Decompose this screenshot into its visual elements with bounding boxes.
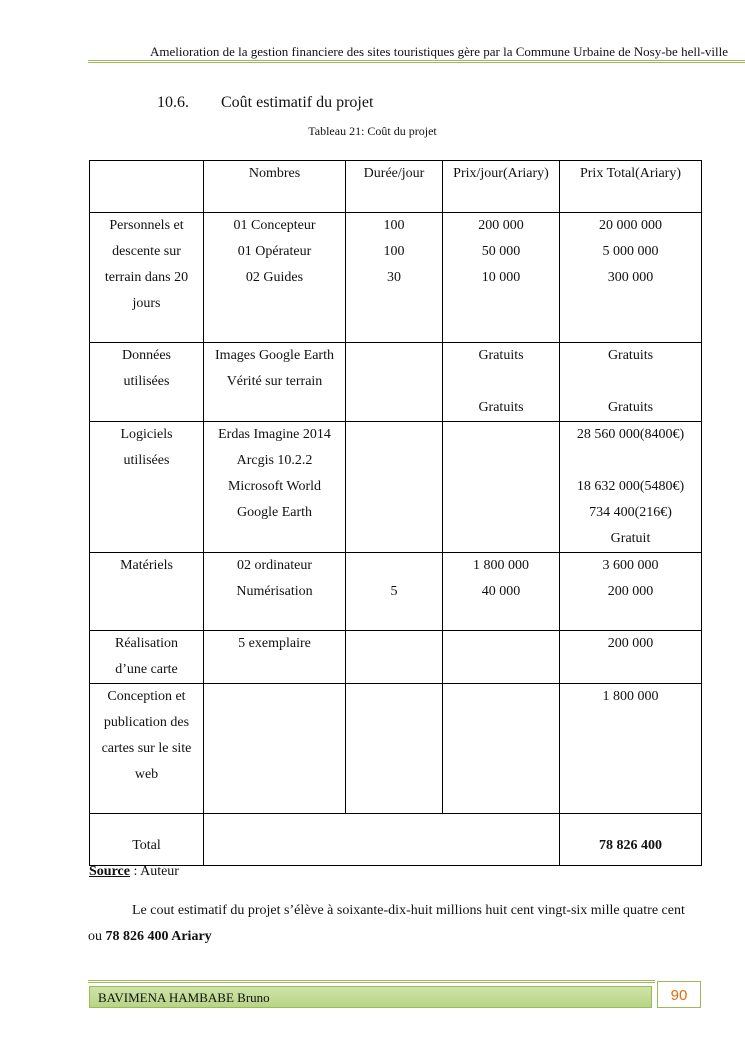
cell-duree xyxy=(346,684,443,814)
cell-line: 200 000 xyxy=(607,584,654,599)
cell-line: Gratuits xyxy=(478,348,524,363)
cell-prix-jour xyxy=(443,422,560,553)
header-cell: Nombres xyxy=(204,161,346,213)
cell-line: Arcgis 10.2.2 xyxy=(236,453,313,468)
cell-line: 300 000 xyxy=(607,270,654,285)
cell-line: 02 Guides xyxy=(245,270,304,285)
running-header: Amelioration de la gestion financiere des sites touristiques gère par la Commune Urbaine de Nosy-be hell-ville xyxy=(150,44,728,59)
section-title: Coût estimatif du projet xyxy=(221,94,374,111)
table-row xyxy=(90,684,702,814)
table-caption: Tableau 21: Coût du projet xyxy=(308,124,437,138)
cell-line: Numérisation xyxy=(236,584,313,599)
cell-line: 50 000 xyxy=(481,244,521,259)
footer-author: BAVIMENA HAMBABE Bruno xyxy=(89,986,652,1008)
cost-table xyxy=(89,160,702,866)
cell-line: 100 xyxy=(383,244,405,259)
cell-line: 200 000 xyxy=(607,636,654,651)
cell-nombres xyxy=(204,631,346,684)
cell-line: 5 000 000 xyxy=(602,244,659,259)
cell-line: 01 Opérateur xyxy=(237,244,312,259)
cell-line: 100 xyxy=(383,218,405,233)
paragraph-text: Le cout estimatif du projet s’élève à soixante-dix-huit millions huit cent vingt-six mille quatre cent ou xyxy=(88,903,685,944)
table-row xyxy=(90,422,702,553)
cell-line: 200 000 xyxy=(478,218,524,233)
cell-line: Gratuits xyxy=(607,400,654,415)
cell-line: 1 800 000 xyxy=(473,558,529,573)
cell-line: Gratuit xyxy=(610,531,651,546)
paragraph-amount: 78 826 400 Ariary xyxy=(105,929,212,944)
cell-duree xyxy=(346,213,443,343)
total-empty-cell xyxy=(204,814,560,866)
row-label: Personnels et descente sur terrain dans 20 jours xyxy=(90,213,204,343)
header-cell: Prix Total(Ariary) xyxy=(560,161,702,213)
section-number: 10.6. xyxy=(157,94,189,111)
row-label: Données utilisées xyxy=(90,343,204,422)
cell-line: 5 xyxy=(390,584,398,599)
cell-line: 20 000 000 xyxy=(599,218,662,233)
cell-line: Microsoft World xyxy=(227,479,322,494)
row-label: Réalisation d’une carte xyxy=(90,631,204,684)
cell-nombres xyxy=(204,343,346,422)
row-label: Conception et publication des cartes sur le site web xyxy=(90,684,204,814)
cell-prix-total xyxy=(560,213,702,343)
source-note xyxy=(89,864,179,880)
source-text: : Auteur xyxy=(129,864,179,879)
cell-nombres xyxy=(204,422,346,553)
source-label: Source xyxy=(89,864,130,879)
total-value: 78 826 400 xyxy=(560,814,702,866)
cell-line: Vérité sur terrain xyxy=(226,374,323,389)
cell-prix-jour xyxy=(443,631,560,684)
header-cell: Prix/jour(Ariary) xyxy=(443,161,560,213)
cell-line xyxy=(446,369,556,395)
table-row xyxy=(90,631,702,684)
table-row xyxy=(90,553,702,631)
cell-line: 40 000 xyxy=(481,584,521,599)
cell-prix-jour xyxy=(443,343,560,422)
header-rule xyxy=(88,60,745,61)
cell-prix-jour xyxy=(443,684,560,814)
cell-prix-total xyxy=(560,343,702,422)
cell-prix-jour xyxy=(443,213,560,343)
cell-nombres xyxy=(204,684,346,814)
cell-line xyxy=(563,369,698,395)
section-heading xyxy=(157,94,373,112)
header-cell xyxy=(90,161,204,213)
cell-prix-total xyxy=(560,422,702,553)
cell-line: 02 ordinateur xyxy=(236,558,313,573)
cell-line: Images Google Earth xyxy=(215,348,334,363)
cell-prix-total xyxy=(560,684,702,814)
cell-line: Gratuits xyxy=(607,348,654,363)
cell-line: 1 800 000 xyxy=(602,689,659,704)
total-label: Total xyxy=(90,814,204,866)
header-cell: Durée/jour xyxy=(346,161,443,213)
table-header-row xyxy=(90,161,702,213)
row-label: Matériels xyxy=(90,553,204,631)
cell-prix-total xyxy=(560,553,702,631)
footer-rule xyxy=(88,982,655,983)
cell-line: Gratuits xyxy=(478,400,524,415)
row-label: Logiciels utilisées xyxy=(90,422,204,553)
cell-line: Google Earth xyxy=(236,505,313,520)
cell-line: 30 xyxy=(387,270,401,285)
cell-duree xyxy=(346,631,443,684)
cell-line: 5 exemplaire xyxy=(238,636,311,651)
cell-duree xyxy=(346,553,443,631)
table-total-row xyxy=(90,814,702,866)
cell-duree xyxy=(346,422,443,553)
cell-duree xyxy=(346,343,443,422)
cell-line: 28 560 000(8400€) xyxy=(576,427,685,442)
cell-prix-total xyxy=(560,631,702,684)
cell-nombres xyxy=(204,553,346,631)
cell-line: 18 632 000(5480€) xyxy=(576,479,685,494)
cell-nombres xyxy=(204,213,346,343)
table-row xyxy=(90,213,702,343)
table-row xyxy=(90,343,702,422)
cell-line: 01 Concepteur xyxy=(233,218,316,233)
footer-rule xyxy=(88,980,655,981)
cell-line: 3 600 000 xyxy=(602,558,659,573)
page-number: 90 xyxy=(657,981,701,1008)
cell-line: 734 400(216€) xyxy=(589,505,672,520)
cell-line: Erdas Imagine 2014 xyxy=(218,427,331,442)
cell-line: 10 000 xyxy=(481,270,521,285)
cell-line xyxy=(349,553,439,579)
summary-paragraph xyxy=(88,898,688,950)
header-rule xyxy=(88,62,745,63)
cell-line xyxy=(563,448,698,474)
cell-prix-jour xyxy=(443,553,560,631)
